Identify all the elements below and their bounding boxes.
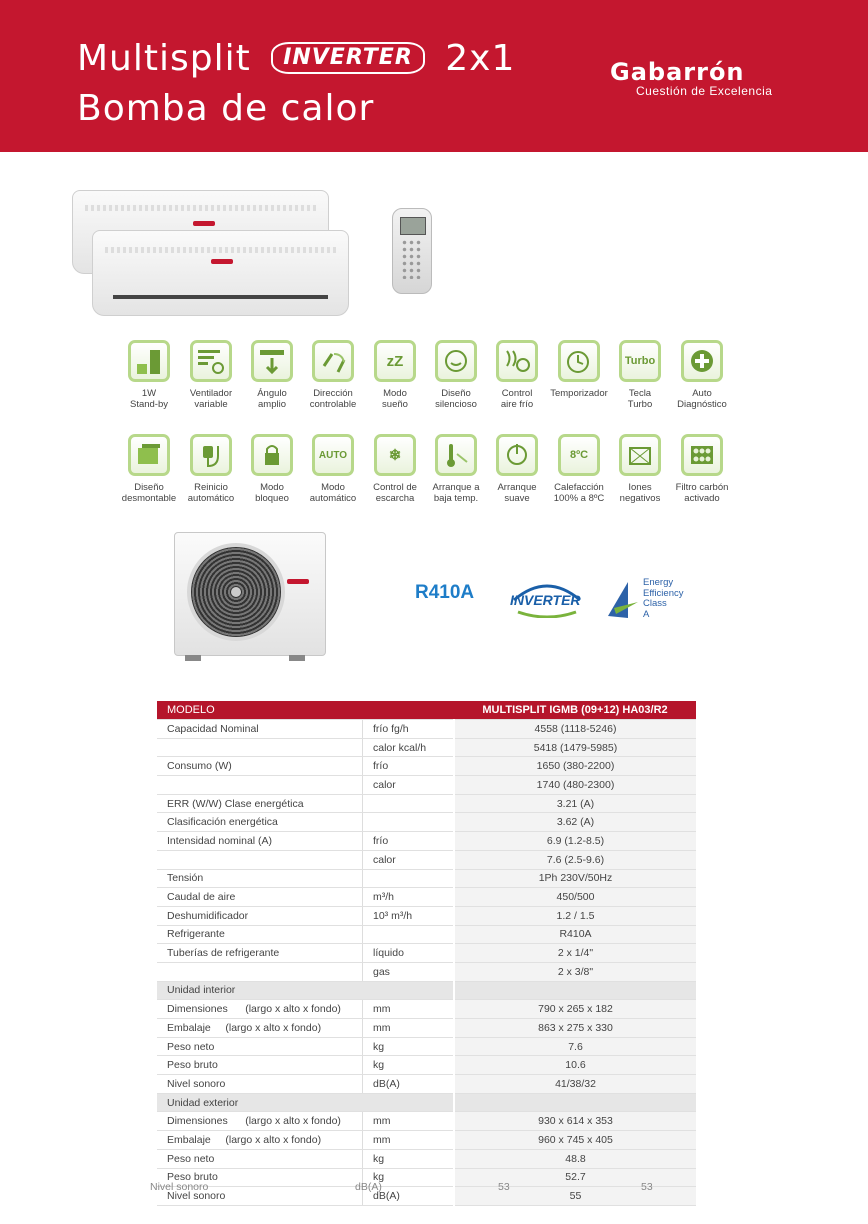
row-unit: calor (363, 776, 455, 795)
row-value: 450/500 (454, 888, 696, 907)
row-value: 10.6 (454, 1056, 696, 1075)
section-label: Unidad interior (157, 981, 363, 1000)
unit-foot (289, 655, 305, 661)
row-unit (363, 1093, 455, 1112)
feature-label-line2: amplio (258, 399, 286, 410)
table-row (157, 1168, 696, 1187)
feature-removable (118, 434, 180, 504)
remote-buttons (401, 239, 423, 279)
row-value: 48.8 (454, 1149, 696, 1168)
silent-icon (435, 340, 477, 382)
row-value: 55 (454, 1187, 696, 1206)
row-label: Tuberías de refrigerante (157, 944, 363, 963)
row-value: 1650 (380-2200) (454, 757, 696, 776)
table-row (157, 1019, 696, 1038)
feature-label-line1: Modo (321, 482, 345, 493)
row-unit (363, 794, 455, 813)
row-value: 2 x 3/8" (454, 962, 696, 981)
table-row (157, 850, 696, 869)
feature-timer (548, 340, 610, 399)
section-label: Unidad exterior (157, 1093, 363, 1112)
feature-standby (118, 340, 180, 410)
feature-label-line1: Filtro carbón (675, 482, 729, 493)
row-value: 7.6 (454, 1037, 696, 1056)
feature-soft-start (486, 434, 548, 504)
feature-label-line1: Calefacción (554, 482, 604, 493)
energy-line: Efficiency (643, 587, 684, 599)
row-unit: kg (363, 1037, 455, 1056)
feature-label-line2: controlable (309, 399, 357, 410)
turbo-icon (619, 340, 661, 382)
row-value (454, 981, 696, 1000)
turbo-icon-text: Turbo (624, 354, 656, 367)
row-label (157, 850, 363, 869)
row-unit: kg (363, 1149, 455, 1168)
feature-label-line1: Ángulo (257, 388, 287, 399)
row-label (157, 962, 363, 981)
feature-direction (302, 340, 364, 410)
feature-label-line1: Reinicio (194, 482, 228, 493)
spec-table-body (157, 701, 696, 1205)
table-row (157, 906, 696, 925)
table-row (157, 962, 696, 981)
row-label: Nivel sonoro (157, 1187, 363, 1206)
table-row (157, 869, 696, 888)
heat-icon-text: 8ºC (569, 448, 589, 461)
diagnostic-icon (681, 340, 723, 382)
feature-label-line2: automático (187, 493, 235, 504)
energy-class-label (643, 578, 683, 620)
feature-heating (548, 434, 610, 504)
row-value: 2 x 1/4" (454, 944, 696, 963)
row-label: ERR (W/W) Clase energética (157, 794, 363, 813)
feature-lock (241, 434, 303, 504)
feature-label-line2: automático (309, 493, 357, 504)
outdoor-fan (187, 543, 285, 641)
feature-label-line1: Control de (373, 482, 417, 493)
row-value: 790 x 265 x 182 (454, 1000, 696, 1019)
carbon-filter-icon (681, 434, 723, 476)
direction-icon (312, 340, 354, 382)
table-section-row (157, 981, 696, 1000)
feature-auto-restart (180, 434, 242, 504)
row-unit: dB(A) (363, 1075, 455, 1094)
row-label: Refrigerante (157, 925, 363, 944)
table-row (157, 832, 696, 851)
ghost-row-value1: 53 (498, 1181, 510, 1193)
brand-slogan: Cuestión de Excelencia (636, 84, 773, 98)
angle-icon (251, 340, 293, 382)
table-row (157, 1149, 696, 1168)
table-row (157, 1131, 696, 1150)
feature-label-line2: aire frío (500, 399, 534, 410)
air-outlet (113, 295, 328, 299)
row-value: 1.2 / 1.5 (454, 906, 696, 925)
table-row (157, 1187, 696, 1206)
feature-label-line2: escarcha (375, 493, 415, 504)
table-section-row (157, 1093, 696, 1112)
row-value: 1Ph 230V/50Hz (454, 869, 696, 888)
feature-auto-mode (302, 434, 364, 504)
heating-icon (558, 434, 600, 476)
row-label: Dimensiones (largo x alto x fondo) (157, 1000, 363, 1019)
feature-label-line2: variable (194, 399, 228, 410)
ghost-row-value2: 53 (641, 1181, 653, 1193)
feature-label-line2: sueño (382, 399, 408, 410)
remote-control-image (392, 208, 432, 294)
page-subtitle: Bomba de calor (77, 88, 375, 129)
outdoor-unit-image (174, 532, 326, 656)
row-label: Embalaje (largo x alto x fondo) (157, 1019, 363, 1038)
unit-logo (211, 259, 233, 264)
auto-restart-icon (190, 434, 232, 476)
feature-ions (609, 434, 671, 504)
row-unit: 10³ m³/h (363, 906, 455, 925)
sleep-icon-text: zZ (386, 352, 404, 370)
cold-air-icon (496, 340, 538, 382)
table-row (157, 738, 696, 757)
row-value: 1740 (480-2300) (454, 776, 696, 795)
row-unit: calor kcal/h (363, 738, 455, 757)
indoor-unit-image-front (92, 230, 349, 316)
feature-silent (425, 340, 487, 410)
row-unit (363, 981, 455, 1000)
unit-logo (193, 221, 215, 226)
row-unit: mm (363, 1131, 455, 1150)
table-row (157, 720, 696, 739)
row-unit (363, 925, 455, 944)
feature-label-line2: negativos (619, 493, 661, 504)
standby-icon (128, 340, 170, 382)
row-unit: frío (363, 832, 455, 851)
row-unit: dB(A) (363, 1187, 455, 1206)
unit-grille (85, 205, 316, 211)
title-suffix: 2x1 (445, 38, 516, 79)
feature-label-line1: Dirección (313, 388, 353, 399)
unit-foot (185, 655, 201, 661)
defrost-icon: ❄ (374, 434, 416, 476)
page-title (77, 38, 515, 79)
row-label (157, 776, 363, 795)
table-row (157, 813, 696, 832)
removable-icon (128, 434, 170, 476)
feature-label-line1: Tecla (628, 388, 652, 399)
feature-turbo (609, 340, 671, 410)
row-label: Peso neto (157, 1149, 363, 1168)
low-temp-start-icon (435, 434, 477, 476)
feature-label-line1: Auto (692, 388, 712, 399)
timer-icon (558, 340, 600, 382)
feature-label-line2: suave (504, 493, 530, 504)
feature-label-line1: Arranque a (432, 482, 480, 493)
table-row (157, 944, 696, 963)
feature-label-line2: Stand-by (129, 399, 169, 410)
row-unit: kg (363, 1056, 455, 1075)
feature-label-line1: Diseño (441, 388, 471, 399)
row-unit: mm (363, 1112, 455, 1131)
row-unit: calor (363, 850, 455, 869)
row-label: Intensidad nominal (A) (157, 832, 363, 851)
row-unit: frío fg/h (363, 720, 455, 739)
fan-speed-icon (190, 340, 232, 382)
energy-line: Class (643, 598, 667, 609)
table-row (157, 925, 696, 944)
unit-grille (105, 247, 336, 253)
row-unit: kg (363, 1168, 455, 1187)
feature-label-line1: Ventilador (189, 388, 233, 399)
row-label: Tensión (157, 869, 363, 888)
row-label: Clasificación energética (157, 813, 363, 832)
row-label: Capacidad Nominal (157, 720, 363, 739)
row-unit (363, 813, 455, 832)
table-row (157, 757, 696, 776)
energy-class-icon (606, 580, 640, 620)
row-unit (363, 869, 455, 888)
feature-defrost (364, 434, 426, 504)
table-header-right: MULTISPLIT IGMB (09+12) HA03/R2 (454, 701, 696, 720)
row-value: 5418 (1479-5985) (454, 738, 696, 757)
header-banner (0, 0, 868, 152)
row-unit: mm (363, 1019, 455, 1038)
row-label: Deshumidificador (157, 906, 363, 925)
inverter-badge: INVERTER (271, 42, 425, 74)
row-value: 52.7 (454, 1168, 696, 1187)
table-row (157, 1112, 696, 1131)
feature-label-line1: Modo (260, 482, 284, 493)
row-value: 3.62 (A) (454, 813, 696, 832)
feature-label-line2: Turbo (627, 399, 653, 410)
row-value: 41/38/32 (454, 1075, 696, 1094)
feature-label-line1: Modo (383, 388, 407, 399)
row-unit: mm (363, 1000, 455, 1019)
table-header-row (157, 701, 696, 720)
row-label: Consumo (W) (157, 757, 363, 776)
feature-label-line2: 100% a 8ºC (553, 493, 605, 504)
spec-table (157, 701, 696, 1206)
feature-label-line2: Diagnóstico (677, 399, 727, 410)
feature-label-line2: silencioso (435, 399, 477, 410)
row-label: Embalaje (largo x alto x fondo) (157, 1131, 363, 1150)
table-row (157, 776, 696, 795)
row-value: 7.6 (2.5-9.6) (454, 850, 696, 869)
table-row (157, 1037, 696, 1056)
row-value: 863 x 275 x 330 (454, 1019, 696, 1038)
unit-logo (287, 579, 309, 584)
row-label (157, 738, 363, 757)
row-label: Peso bruto (157, 1168, 363, 1187)
refrigerant-badge: R410A (415, 582, 475, 603)
ghost-row-unit: dB(A) (355, 1181, 382, 1193)
brand-logo: Gabarrón (610, 58, 745, 86)
feature-label-line2: activado (684, 493, 720, 504)
row-value: 6.9 (1.2-8.5) (454, 832, 696, 851)
fan-hub (231, 587, 241, 597)
row-label: Peso neto (157, 1037, 363, 1056)
ghost-row-label: Nivel sonoro (150, 1181, 209, 1193)
row-value (454, 1093, 696, 1112)
row-unit: gas (363, 962, 455, 981)
feature-label-line2: bloqueo (255, 493, 289, 504)
soft-start-icon (496, 434, 538, 476)
feature-label-line2: desmontable (121, 493, 177, 504)
feature-label-line1: Iones (628, 482, 652, 493)
row-unit: líquido (363, 944, 455, 963)
row-value: R410A (454, 925, 696, 944)
feature-low-temp-start (425, 434, 487, 504)
remote-screen (400, 217, 426, 235)
feature-diagnostic (671, 340, 733, 410)
table-row (157, 1056, 696, 1075)
row-value: 930 x 614 x 353 (454, 1112, 696, 1131)
feature-label-line1: Diseño (134, 482, 164, 493)
table-header-left: MODELO (157, 701, 454, 720)
auto-icon-text: AUTO (318, 449, 348, 461)
lock-icon (251, 434, 293, 476)
table-row (157, 1000, 696, 1019)
feature-label-line1: Control (501, 388, 533, 399)
auto-mode-icon (312, 434, 354, 476)
feature-label-line1: Arranque (497, 482, 537, 493)
row-value: 3.21 (A) (454, 794, 696, 813)
table-row (157, 1075, 696, 1094)
row-label: Nivel sonoro (157, 1075, 363, 1094)
row-label: Caudal de aire (157, 888, 363, 907)
energy-line: Energy (643, 577, 674, 588)
sleep-icon (374, 340, 416, 382)
row-unit: m³/h (363, 888, 455, 907)
feature-carbon-filter (671, 434, 733, 504)
table-row (157, 888, 696, 907)
energy-line: A (643, 608, 650, 620)
ions-icon (619, 434, 661, 476)
feature-label-line2: baja temp. (433, 493, 479, 504)
row-label: Peso bruto (157, 1056, 363, 1075)
table-row (157, 794, 696, 813)
feature-cold-air (486, 340, 548, 410)
row-unit: frío (363, 757, 455, 776)
row-value: 4558 (1118-5246) (454, 720, 696, 739)
inverter-logo-text: INVERTER (510, 592, 581, 608)
feature-angle (241, 340, 303, 410)
feature-label-line1: Temporizador (550, 388, 608, 399)
row-value: 960 x 745 x 405 (454, 1131, 696, 1150)
row-label: Dimensiones (largo x alto x fondo) (157, 1112, 363, 1131)
feature-label-line1: 1W (141, 388, 157, 399)
feature-fan-speed (180, 340, 242, 410)
feature-sleep (364, 340, 426, 410)
title-text: Multisplit (77, 38, 251, 79)
